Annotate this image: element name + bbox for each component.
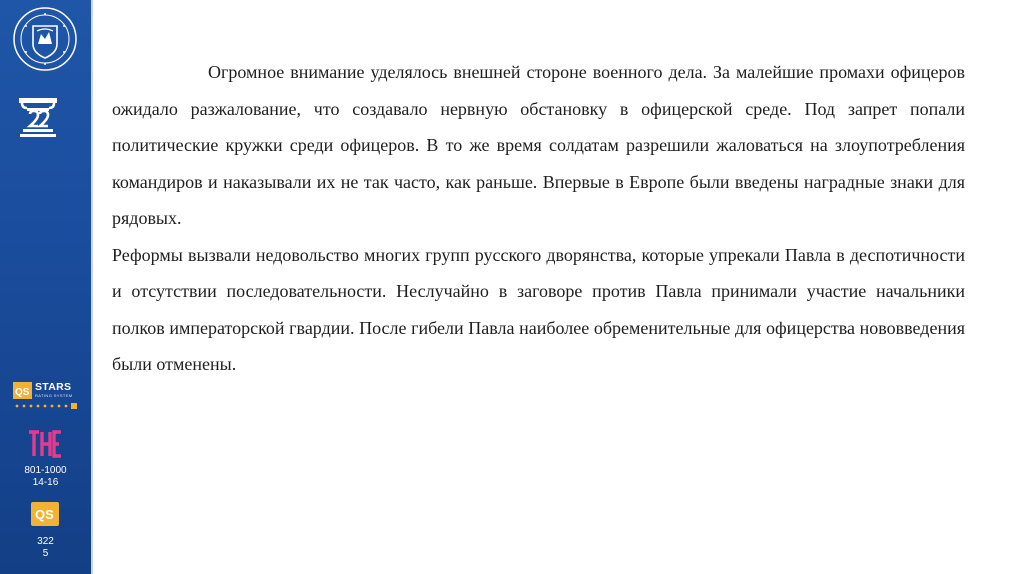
- university-emblem-icon: [12, 6, 78, 72]
- qs-rank-line-2: 5: [42, 548, 49, 559]
- column-logo-icon: [18, 96, 58, 138]
- sidebar-divider: [91, 0, 93, 574]
- svg-text:QS: QS: [35, 507, 54, 522]
- slide-body-text: [112, 54, 965, 383]
- body-paragraph-2: Реформы вызвали недовольство многих групп русского дворянства, которые упрекали Павла в деспотичности и отсутствии последовательности. Неслучайно в заговоре против Павла принимали участие начальники полков императорской гвардии. После гибели Павла наиболее обременительные для офицерства нововведения были отменены.: [112, 244, 965, 374]
- the-ranking-logo-icon: [28, 430, 62, 458]
- body-paragraph-1: Огромное внимание уделялось внешней стороне военного дела. За малейшие промахи офицеров ожидало разжалование, что создавало нервную обстановку в офицерской среде. Под запрет попали политические кружки среди офицеров. В то же время солдатам разрешили жаловаться на злоупотребления командиров и наказывали их не так часто, как раньше. Впервые в Европе были введены наградные знаки для рядовых.: [112, 62, 965, 228]
- qs-ranking-logo-icon: [31, 502, 59, 526]
- svg-text:QS: QS: [15, 387, 30, 398]
- stars-badge-subtext: RATING SYSTEM: [35, 393, 73, 398]
- the-rank-line-2: 14-16: [32, 477, 59, 488]
- qs-rank-line-1: 322: [37, 536, 54, 547]
- stars-badge-text: STARS: [35, 381, 72, 393]
- the-rank-line-1: 801-1000: [24, 465, 67, 476]
